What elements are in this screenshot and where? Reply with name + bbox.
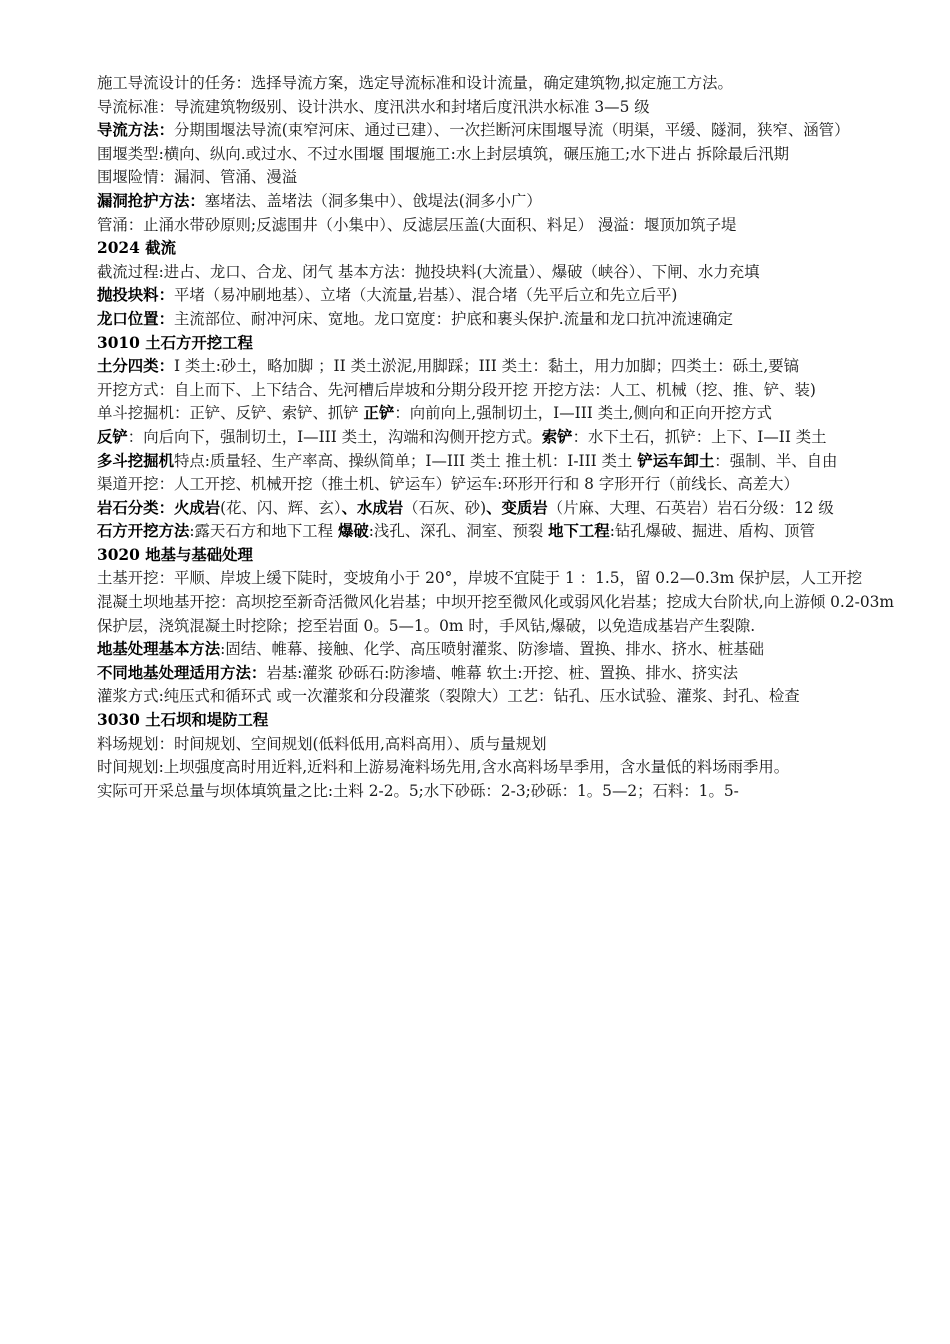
text-run: 实际可开采总量与坝体填筑量之比:土料 2-2。5;水下砂砾：2-3;砂砾：1。5—2；石料：1。5- [97,781,739,800]
bold-text-run: 、变质岩 [486,498,548,517]
paragraph [97,685,894,709]
bold-text-run: 3010 土石方开挖工程 [97,333,253,352]
text-run: :露天石方和地下工程 [189,522,338,541]
bold-text-run: 不同地基处理适用方法： [97,663,267,682]
bold-text-run: 铲运车卸土 [637,451,715,470]
bold-text-run: 3020 地基与基础处理 [97,545,253,564]
section-heading [97,709,894,733]
text-run: 土基开挖：平顺、岸坡上缓下陡时，变坡角小于 20°，岸坡不宜陡于 1 ：1.5，留 0.2—0.3m 保护层，人工开挖 [97,569,863,588]
paragraph [97,662,894,686]
text-run: （片麻、大理、石英岩）岩石分级：12 级 [547,498,834,517]
bold-text-run: 2024 截流 [97,239,176,258]
bold-text-run: 石方开挖方法 [97,522,190,541]
section-heading [97,544,894,568]
text-run: （石灰、砂) [403,498,487,517]
bold-text-run: 龙口位置： [97,309,174,328]
bold-text-run: 地基处理基本方法 [97,640,221,659]
text-run: (花、闪、辉、玄） [220,498,342,517]
paragraph [97,96,894,120]
bold-text-run: 抛投块料： [97,286,174,305]
text-run: 平堵（易冲刷地基）、立堵（大流量,岩基）、混合堵（先平后立和先立后平) [173,286,678,305]
text-run: I 类土:砂土，略加脚 ；II 类土淤泥,用脚踩；III 类土：黏土，用力加脚；四类土：砾土,要镐 [173,357,800,376]
paragraph [97,308,894,332]
paragraph [97,166,894,190]
paragraph [97,756,894,780]
bold-text-run: 、水成岩 [341,498,404,517]
bold-text-run: 3030 土石坝和堤防工程 [97,711,269,730]
text-run: 施工导流设计的任务：选择导流方案，选定导流标准和设计流量，确定建筑物,拟定施工方法。 [97,74,733,92]
paragraph [97,379,894,403]
paragraph [97,190,894,214]
paragraph [97,143,894,167]
text-run: 主流部位、耐冲河床、宽地。龙口宽度：护底和裹头保护.流量和龙口抗冲流速确定 [173,309,733,328]
text-run: 围堰险情：漏洞、管涌、漫溢 [97,168,298,187]
bold-text-run: 反铲 [97,427,128,446]
bold-text-run: 正铲 [363,404,395,423]
paragraph [97,426,894,450]
text-run: :钻孔爆破、掘进、盾构、顶管 [609,522,815,541]
text-run: ：向前向上,强制切土，I—III 类土,侧向和正向开挖方式 [394,404,772,423]
bold-text-run: 土分四类： [97,357,174,376]
bold-text-run: 岩石分类：火成岩 [97,498,221,517]
paragraph [97,733,894,757]
paragraph [97,402,894,426]
paragraph [97,497,894,521]
bold-text-run: 导流方法： [97,121,174,140]
bold-text-run: 地下工程 [548,522,610,541]
text-run: 截流过程:进占、龙口、合龙、闭气 基本方法：抛投块料(大流量）、爆破（峡谷）、下闸、水力充填 [97,262,760,281]
text-run: 岩基:灌浆 砂砾石:防渗墙、帷幕 软土:开挖、桩、置换、排水、挤实法 [266,663,738,682]
text-run: 围堰类型:横向、纵向.或过水、不过水围堰 围堰施工:水上封层填筑，碾压施工;水下进占 拆除最后汛期 [97,144,790,163]
text-run: :固结、帷幕、接触、化学、高压喷射灌浆、防渗墙、置换、排水、挤水、桩基础 [220,640,764,659]
paragraph [97,72,894,96]
bold-text-run: 多斗挖掘机 [97,451,174,470]
bold-text-run: 爆破 [337,522,369,541]
text-run: 料场规划：时间规划、空间规划(低料低用,高料高用）、质与量规划 [97,734,547,753]
text-run: ：向后向下，强制切土，I—III 类土，沟端和沟侧开挖方式。 [127,427,542,446]
text-run: 单斗挖掘机：正铲、反铲、索铲、抓铲 [97,404,364,423]
text-run: :浅孔、深孔、洞室、预裂 [368,522,549,541]
text-run: 混凝土坝地基开挖：高坝挖至新奇活微风化岩基；中坝开挖至微风化或弱风化岩基；挖成大台阶状,向上游倾 0.2-03m 保护层，浇筑混凝土时挖除；挖至岩面 0。5—1。0m 时，手风钻,爆破，以免造成基岩产生裂隙. [97,593,894,635]
section-heading [97,332,894,356]
section-heading [97,237,894,261]
text-run: 灌浆方式:纯压式和循环式 或一次灌浆和分段灌浆（裂隙大）工艺：钻孔、压水试验、灌浆、封孔、检查 [97,687,800,706]
text-run: 开挖方式：自上而下、上下结合、先河槽后岸坡和分期分段开挖 开挖方法：人工、机械（挖、推、铲、装) [97,380,816,399]
paragraph [97,638,894,662]
paragraph [97,284,894,308]
text-run: 导流标准：导流建筑物级别、设计洪水、度汛洪水和封堵后度汛洪水标准 3—5 级 [97,97,650,116]
text-run: 塞堵法、盖堵法（洞多集中）、戗堤法(洞多小广） [204,191,542,210]
text-run: 分期围堰法导流(束窄河床、通过已建）、一次拦断河床围堰导流（明渠，平缓、隧洞，狭窄、涵管） [173,121,850,140]
paragraph [97,450,894,474]
paragraph [97,520,894,544]
paragraph [97,119,894,143]
text-run: 渠道开挖：人工开挖、机械开挖（推土机、铲运车）铲运车:环形开行和 8 字形开行（前线长、高差大） [97,475,799,494]
bold-text-run: 索铲 [541,427,573,446]
paragraph [97,214,894,238]
bold-text-run: 漏洞抢护方法： [97,191,205,210]
paragraph [97,355,894,379]
text-run: 特点:质量轻、生产率高、操纵简单；I—III 类土 推土机：I-III 类土 [173,451,638,470]
text-run: 管涌：止涌水带砂原则;反滤围井（小集中）、反滤层压盖(大面积、料足） 漫溢：堰顶加筑子堤 [97,215,737,234]
text-run: 时间规划:上坝强度高时用近料,近料和上游易淹料场先用,含水高料场旱季用，含水量低的料场雨季用。 [97,758,790,777]
paragraph [97,780,894,804]
paragraph [97,261,894,285]
text-run: ：水下土石，抓铲：上下、I—II 类土 [572,427,827,446]
paragraph [97,473,894,497]
paragraph [97,591,894,638]
paragraph [97,567,894,591]
text-run: ：强制、半、自由 [714,451,838,470]
